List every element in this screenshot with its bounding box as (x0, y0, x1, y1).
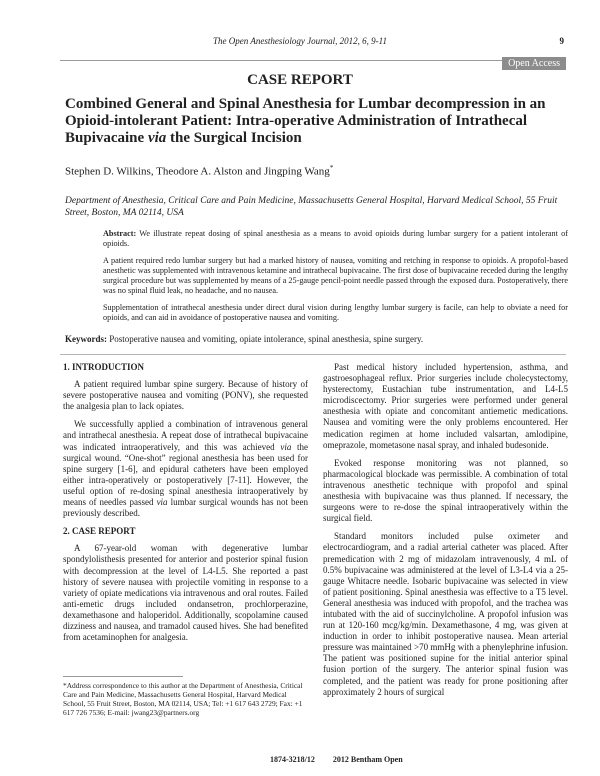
title-part-1: Combined General and Spinal Anesthesia for Lumbar decompression in an Opioid-intolerant Patient: Intra-operative Administration of Intrathecal Bupivacaine (65, 96, 546, 146)
abstract-p1-text: We illustrate repeat dosing of spinal anesthesia as a means to avoid opioids during lumbar surgery for a patient intolerant of opioids. (103, 229, 568, 249)
intro-p2-part-b: the surgical wound. “One-shot” regional anesthesia has been used for spine surgery [1-6], and epidural catheters have been employed either intra-operatively or postoperatively [7-11]. However, the useful option of re-dosing spinal anesthesia intraoperatively by means of needles passed (63, 441, 308, 508)
affiliation: Department of Anesthesia, Critical Care and Pain Medicine, Massachusetts General Hospital, Harvard Medical School, 55 Fruit Street, Boston, MA 02114, USA (65, 196, 558, 218)
procedure-paragraph: Standard monitors included pulse oximeter and electrocardiogram, and a radial arterial catheter was placed. After premedication with 2 mg of midazolam intravenously, 4 mL of 0.5% bupivacaine was administered at the level of L3-L4 via a 25-gauge Whitacre needle. Isobaric bupivacaine was selected in view of patient positioning. Spinal anesthesia was effective to a T5 level. General anesthesia was induced with propofol, and the trachea was intubated with the aid of succinylcholine. A propofol infusion was run at 120-160 mcg/kg/min. Dexamethasone, 4 mg, was given at induction in order to inhibit postoperative nausea. Mean arterial pressure was maintained >70 mmHg with a phenylephrine infusion. The patient was positioned supine for the initial anterior spinal fusion portion of the surgery. The anterior spinal fusion was completed, and the patient was ready for prone positioning after approximately 2 hours of surgical (323, 531, 568, 697)
intro-p2-via: via (280, 441, 292, 452)
case-paragraph-1: A 67-year-old woman with degenerative lumbar spondylolisthesis presented for anterior and posterior spinal fusion with decompression at the level of L4-L5. She reported a past history of severe nausea with projectile vomiting in response to a variety of opiate medications via intravenous and oral routes. Failed anti-emetic drugs included ondansetron, prochlorperazine, dexamethasone and haloperidol. Additionally, scopolamine caused dizziness and nausea, and tramadol caused hives. She had benefited from acetaminophen for analgesia. (63, 543, 308, 643)
monitoring-paragraph: Evoked response monitoring was not planned, so pharmacological blockade was permissible. A combination of total intravenous anesthetic technique with propofol and spinal anesthesia with bupivacaine was thus planned. If necessary, the surgeons were to re-dose the spinal intraoperatively within the surgical field. (323, 457, 568, 524)
keywords (65, 334, 570, 344)
article-type: CASE REPORT (247, 72, 353, 88)
issn: 1874-3218/12 (270, 755, 315, 764)
open-access-badge: Open Access (502, 57, 566, 70)
intro-paragraph-1: A patient required lumbar spine surgery. Because of history of severe postoperative nausea and vomiting (PONV), she requested the analgesia plan to lack opiates. (63, 379, 308, 412)
case-report-heading: 2. CASE REPORT (63, 526, 136, 537)
intro-p2-part-a: We successfully applied a combination of intravenous general and intrathecal anesthesia. A repeat dose of intrathecal bupivacaine was indicated intraoperatively, and this was achieved (63, 419, 308, 452)
section-divider (60, 354, 566, 355)
abstract-p2: A patient required redo lumbar surgery but had a marked history of nausea, vomiting and retching in response to opioids. A propofol-based anesthetic was supplemented with intravenous ketamine and intrathecal bupivacaine. The first dose of bupivacaine receded during the lengthy surgical procedure but was supplemented by means of a 25-gauge pencil-point needle passed through the exposed dura. Postoperatively, there was no spinal fluid leak, no headache, and no nausea. (103, 255, 569, 296)
keywords-text: Postoperative nausea and vomiting, opiate intolerance, spinal anesthesia, spine surgery. (109, 334, 424, 344)
intro-heading: 1. INTRODUCTION (63, 362, 145, 372)
corresponding-mark: * (329, 164, 334, 172)
article-title (65, 96, 570, 147)
publisher: 2012 Bentham Open (332, 755, 403, 764)
page-footer (270, 755, 421, 764)
intro-p2-via-2: via (156, 497, 168, 508)
author-list (65, 164, 570, 178)
intro-p2-part-c: lumbar surgical wounds has not been previously described. (63, 497, 308, 519)
abstract-p1 (103, 229, 568, 250)
journal-citation: The Open Anesthesiology Journal, 2012, 6, 9-11 (213, 36, 387, 46)
keywords-label: Keywords: (65, 334, 107, 344)
left-column (63, 362, 308, 643)
title-part-2: via (147, 130, 167, 146)
abstract-p3: Supplementation of intrathecal anesthesia under direct dural vision during lengthy lumbar surgery is facile, can help to obviate a need for opioids, and can aid in avoidance of postoperative nausea and vomiting. (103, 302, 568, 323)
abstract (103, 229, 568, 329)
authors-text: Stephen D. Wilkins, Theodore A. Alston and Jingping Wang (65, 165, 330, 178)
abstract-label: Abstract: (103, 229, 137, 238)
intro-paragraph-2 (63, 419, 308, 519)
right-column (323, 362, 568, 698)
correspondence-footnote: *Address correspondence to this author at the Department of Anesthesia, Critical Care and Pain Medicine, Massachusetts General Hospital, Harvard Medical School, 55 Fruit Street, Boston, MA 02114, USA; Tel: +1 617 643 2729; Fax: +1 617 726 7536; E-mail: jwang23@partners.org (63, 681, 303, 718)
footnote-divider (63, 676, 183, 677)
title-part-3: the Surgical Incision (166, 130, 302, 146)
page-number: 9 (559, 36, 564, 46)
history-paragraph: Past medical history included hypertension, asthma, and gastroesophageal reflux. Prior surgeries include cholecystectomy, hysterectomy, Eustachian tube instrumentation, and L4-L5 microdiscectomy. Prior surgeries were performed under general anesthesia with opiate and concomitant antiemetic medications. Nausea and vomiting were the only problems encountered. Her medication regimen at home included valsartan, amlodipine, omeprazole, mometasone nasal spray, and inhaled budesonide. (323, 362, 568, 450)
header-divider (60, 60, 566, 61)
